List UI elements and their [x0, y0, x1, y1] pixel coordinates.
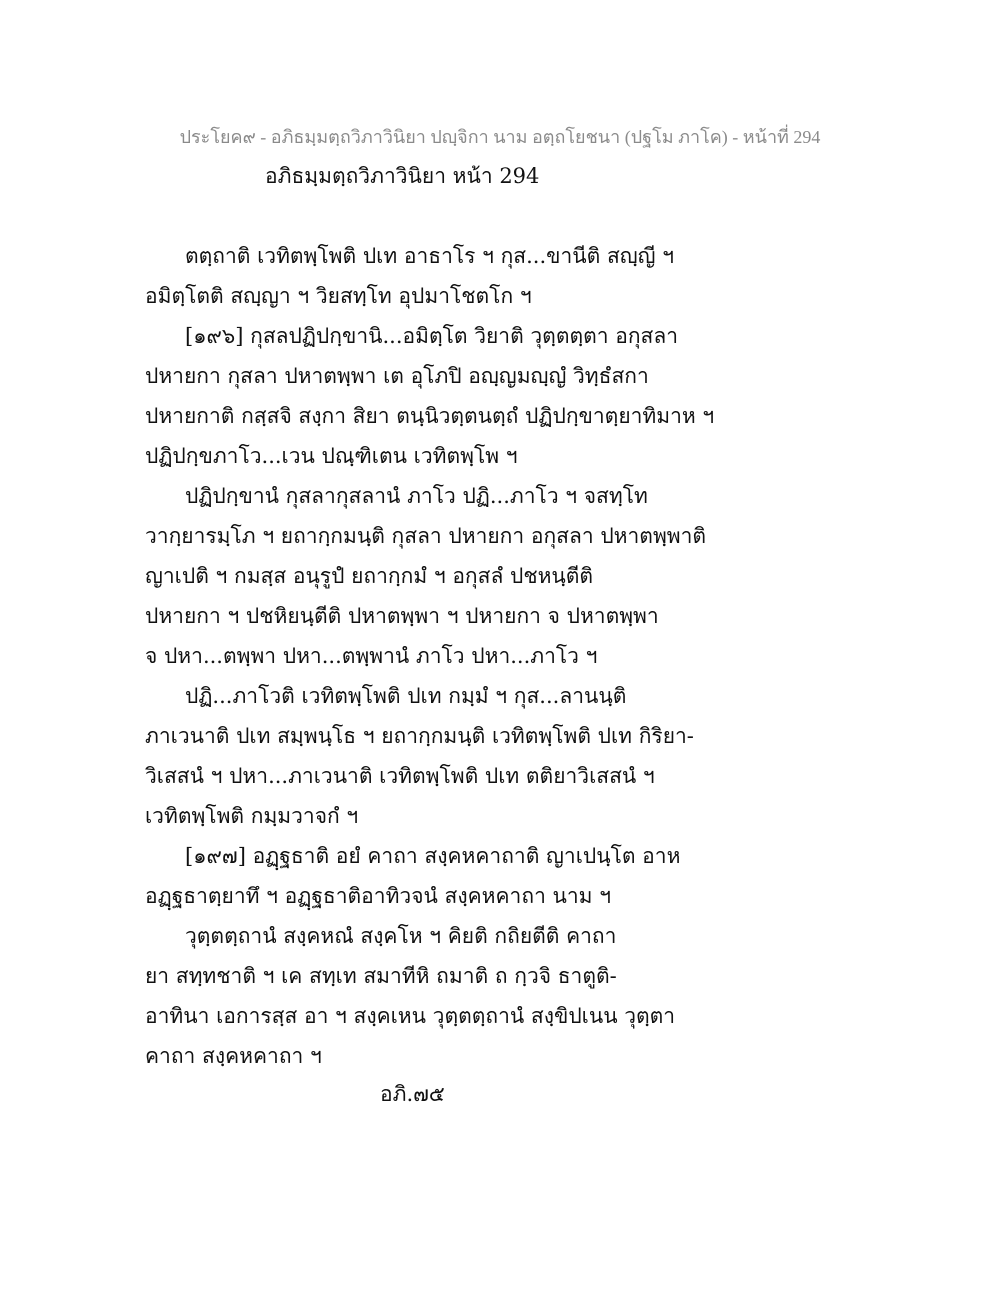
text-line: จ ปหา...ตพฺพา ปหา...ตพฺพานํ ภาโว ปหา...ภาโว ฯ	[145, 644, 598, 668]
page-code: อภิ.๗๕	[380, 1082, 445, 1106]
text-line: อฏฺฐธาตฺยาทึ ฯ อฏฺฐธาติอาทิวจนํ สงฺคหคาถา นาม ฯ	[145, 884, 611, 908]
text-line: [๑๙๖] กุสลปฏิปกฺขานิ...อมิตฺโต วิยาติ วุตฺตตฺตา อกุสลา	[185, 324, 679, 348]
text-line: ปหายกา ฯ ปชหิยนฺตีติ ปหาตพฺพา ฯ ปหายกา จ ปหาตพฺพา	[145, 604, 659, 628]
text-line: เวทิตพฺโพติ กมฺมวาจกํ ฯ	[145, 804, 359, 828]
text-line: ญาเปติ ฯ กมสฺส อนุรูปํ ยถากฺกมํ ฯ อกุสลํ ปชหนฺตีติ	[145, 564, 594, 588]
text-line: วากฺยารมฺโภ ฯ ยถากฺกมนฺติ กุสลา ปหายกา อกุสลา ปหาตพฺพาติ	[145, 524, 707, 548]
text-line: คาถา สงฺคหคาถา ฯ	[145, 1044, 322, 1068]
text-line: ภาเวนาติ ปเท สมฺพนฺโธ ฯ ยถากฺกมนฺติ เวทิตพฺโพติ ปเท กิริยา-	[145, 724, 694, 748]
text-line: อาทินา เอการสฺส อา ฯ สงฺคเหน วุตฺตตฺถานํ สงฺขิปเนน วุตฺตา	[145, 1004, 676, 1028]
text-line: ปหายกาติ กสฺสจิ สงฺกา สิยา ตนฺนิวตฺตนตฺถํ ปฏิปกฺขาตฺยาทิมาห ฯ	[145, 404, 715, 428]
body-text	[145, 240, 865, 1080]
text-line: ปหายกา กุสลา ปหาตพฺพา เต อุโภปิ อญฺญมญฺญํ วิทฺธํสกา	[145, 364, 649, 388]
page-title: อภิธมฺมตฺถวิภาวินิยา หน้า 294	[265, 164, 540, 188]
text-line: ปฏิ...ภาโวติ เวทิตพฺโพติ ปเท กมฺมํ ฯ กุส...ลานนฺติ	[185, 684, 627, 708]
running-header: ประโยค๙ - อภิธมฺมตฺถวิภาวินิยา ปญฺจิกา นาม อตฺถโยชนา (ปฐโม ภาโค) - หน้าที่ 294	[179, 127, 821, 147]
text-line: ตตฺถาติ เวทิตพฺโพติ ปเท อาธาโร ฯ กุส...ขานีติ สญฺญี ฯ	[185, 244, 675, 268]
text-line: อมิตฺโตติ สญฺญา ฯ วิยสทฺโท อุปมาโชตโก ฯ	[145, 284, 532, 308]
text-line: วุตฺตตฺถานํ สงฺคหณํ สงฺคโห ฯ คิยติ กถิยตีติ คาถา	[185, 924, 617, 948]
text-line: ยา สทฺทชาติ ฯ เค สทฺเท สมาทีหิ ถมาติ ถ กฺวจิ ธาตูติ-	[145, 964, 617, 988]
text-line: [๑๙๗] อฏฺฐธาติ อยํ คาถา สงฺคหคาถาติ ญาเปนฺโต อาห	[185, 844, 681, 868]
text-line: ปฏิปกฺขภาโว...เวน ปณฺฑิเตน เวทิตพฺโพ ฯ	[145, 444, 518, 468]
text-line: วิเสสนํ ฯ ปหา...ภาเวนาติ เวทิตพฺโพติ ปเท ตติยาวิเสสนํ ฯ	[145, 764, 655, 788]
text-line: ปฏิปกฺขานํ กุสลากุสลานํ ภาโว ปฏิ...ภาโว ฯ จสทฺโท	[185, 484, 648, 508]
